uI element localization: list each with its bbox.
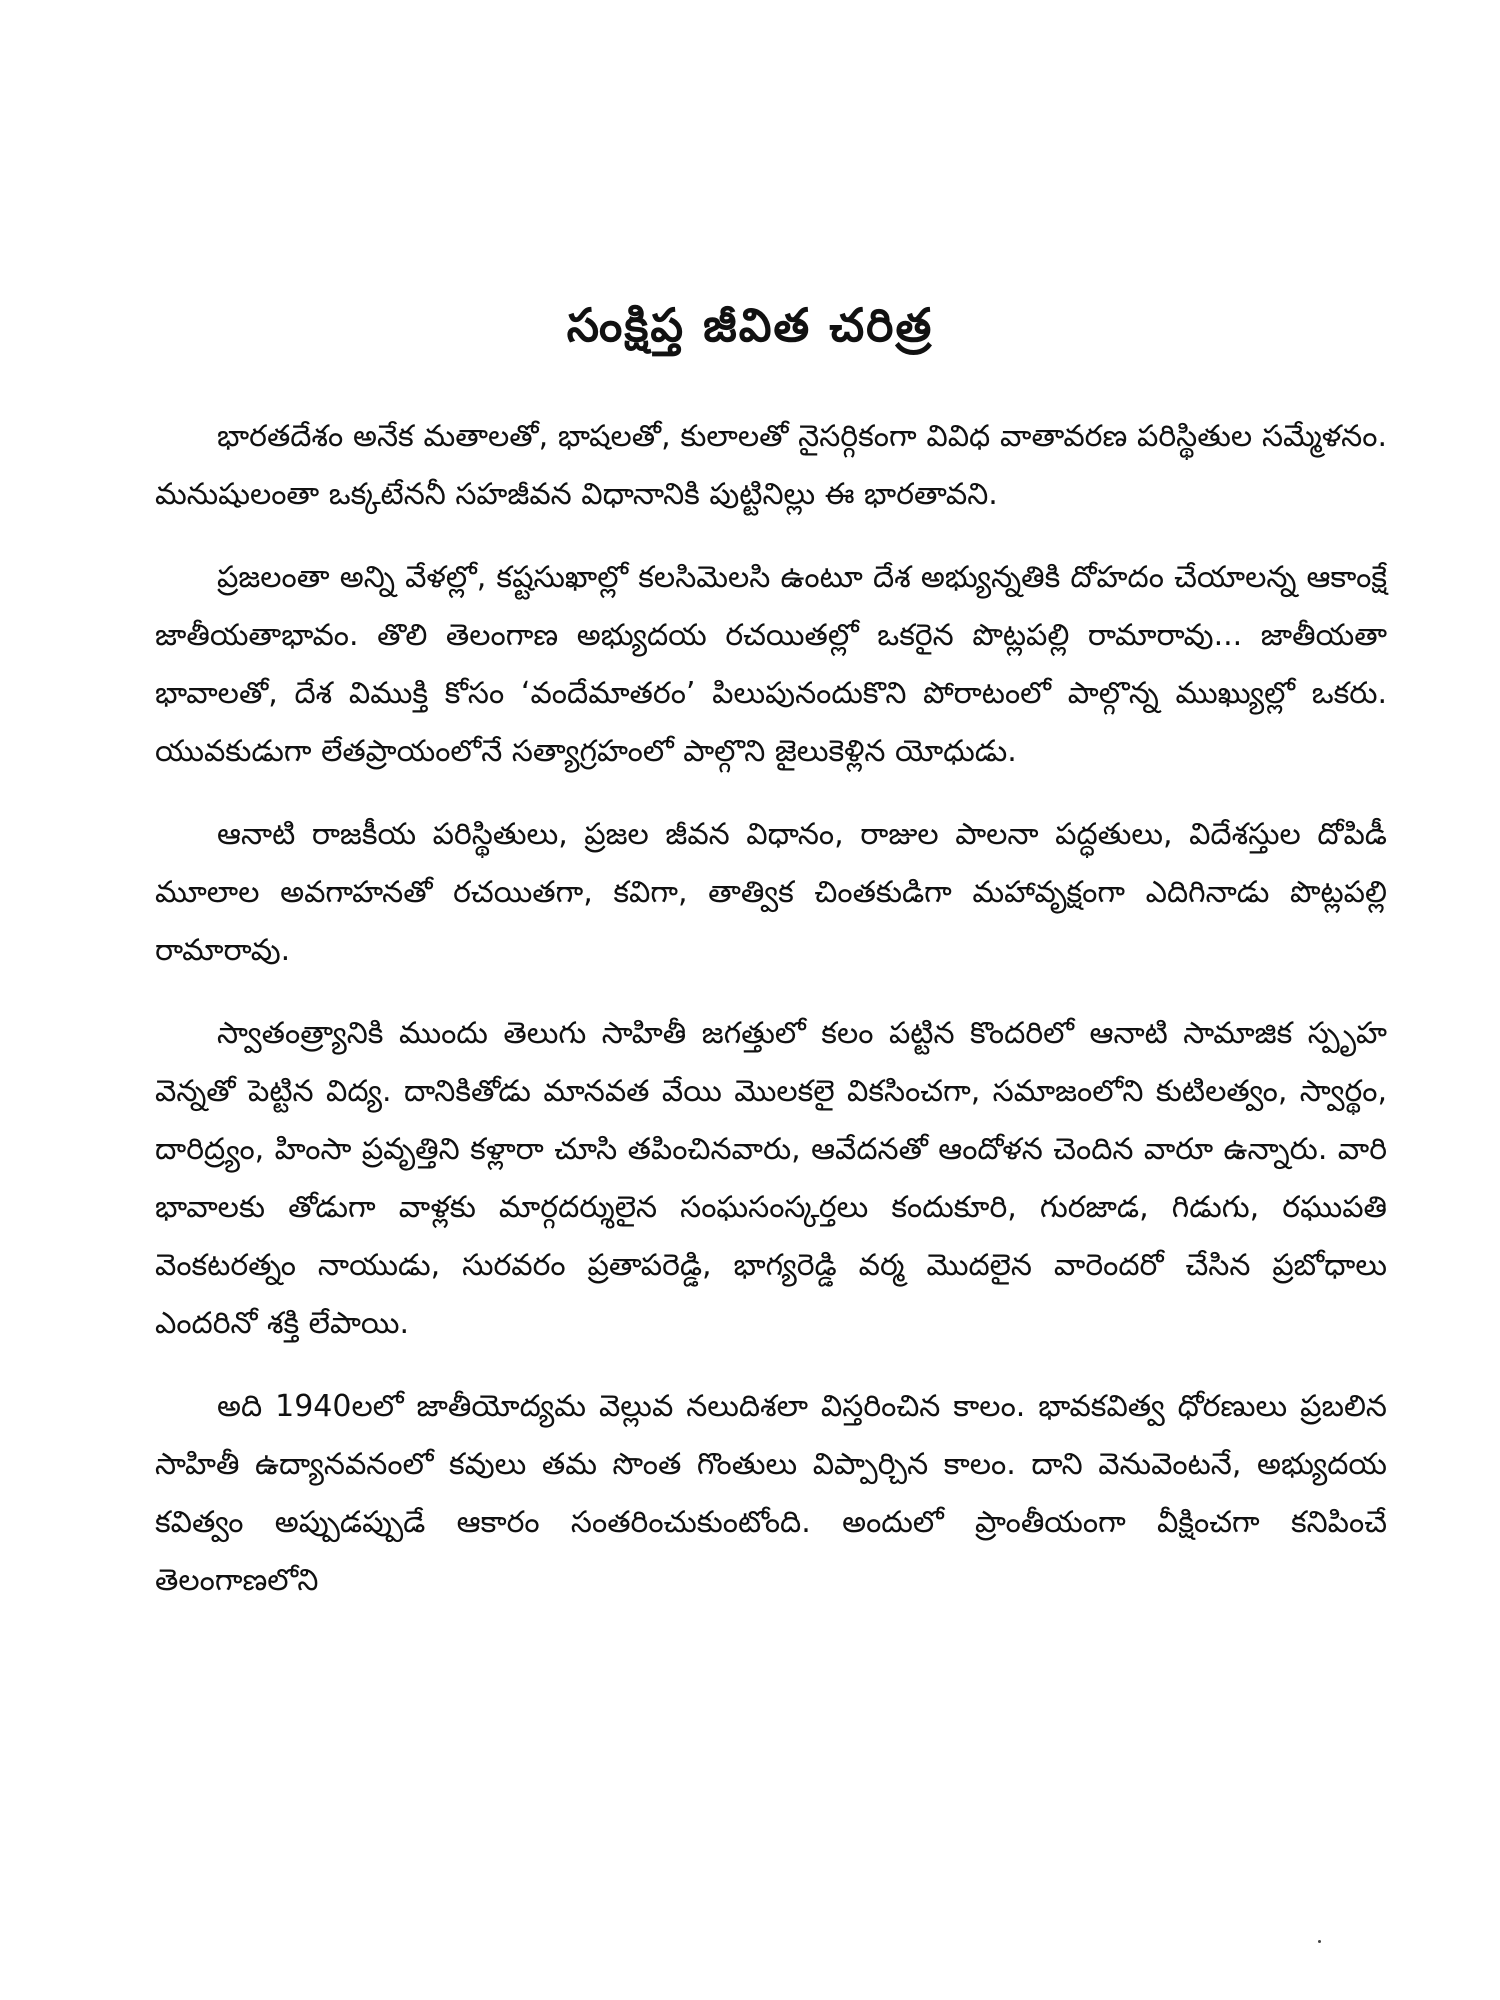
body-text [155,408,1387,1635]
paragraph-1: భారతదేశం అనేక మతాలతో, భాషలతో, కులాలతో నైసర్గికంగా వివిధ వాతావరణ పరిస్థితుల సమ్మేళనం. మనుషులంతా ఒక్కటేననీ సహజీవన విధానానికి పుట్టినిల్లు ఈ భారతావని. [155,419,1387,512]
paragraph-2: ప్రజలంతా అన్ని వేళల్లో, కష్టసుఖాల్లో కలసిమెలసి ఉంటూ దేశ అభ్యున్నతికి దోహదం చేయాలన్న ఆకాంక్షే జాతీయతాభావం. తొలి తెలంగాణ అభ్యుదయ రచయితల్లో ఒకరైన పొట్లపల్లి రామారావు... జాతీయతా భావాలతో, దేశ విముక్తి కోసం ‘వందేమాతరం’ పిలుపునందుకొని పోరాటంలో పాల్గొన్న ముఖ్యుల్లో ఒకరు. యువకుడుగా లేతప్రాయంలోనే సత్యాగ్రహంలో పాల్గొని జైలుకెళ్లిన యోధుడు. [155,560,1387,769]
paragraph-5: అది 1940లలో జాతీయోద్యమ వెల్లువ నలుదిశలా విస్తరించిన కాలం. భావకవిత్వ ధోరణులు ప్రబలిన సాహితీ ఉద్యానవనంలో కవులు తమ సొంత గొంతులు విప్పార్చిన కాలం. దాని వెనువెంటనే, అభ్యుదయ కవిత్వం అప్పుడప్పుడే ఆకారం సంతరించుకుంటోంది. అందులో ప్రాంతీయంగా వీక్షించగా కనిపించే తెలంగాణలోని [155,1389,1387,1598]
page-title: సంక్షిప్త జీవిత చరిత్ర [566,298,934,352]
paragraph-4: స్వాతంత్ర్యానికి ముందు తెలుగు సాహితీ జగత్తులో కలం పట్టిన కొందరిలో ఆనాటి సామాజిక స్పృహ వెన్నతో పెట్టిన విద్య. దానికితోడు మానవత వేయి మొలకలై వికసించగా, సమాజంలోని కుటిలత్వం, స్వార్థం, దారిద్ర్యం, హింసా ప్రవృత్తిని కళ్లారా చూసి తపించినవారు, ఆవేదనతో ఆందోళన చెందిన వారూ ఉన్నారు. వారి భావాలకు తోడుగా వాళ్లకు మార్గదర్శులైన సంఘసంస్కర్తలు కందుకూరి, గురజాడ, గిడుగు, రఘుపతి వెంకటరత్నం నాయుడు, సురవరం ప్రతాపరెడ్డి, భాగ్యరెడ్డి వర్మ మొదలైన వారెందరో చేసిన ప్రబోధాలు ఎందరినో శక్తి లేపాయి. [155,1016,1387,1341]
paragraph-3: ఆనాటి రాజకీయ పరిస్థితులు, ప్రజల జీవన విధానం, రాజుల పాలనా పద్ధతులు, విదేశస్తుల దోపిడీ మూలాల అవగాహనతో రచయితగా, కవిగా, తాత్విక చింతకుడిగా మహావృక్షంగా ఎదిగినాడు పొట్లపల్లి రామారావు. [155,817,1387,968]
scan-speck [1318,1940,1321,1943]
